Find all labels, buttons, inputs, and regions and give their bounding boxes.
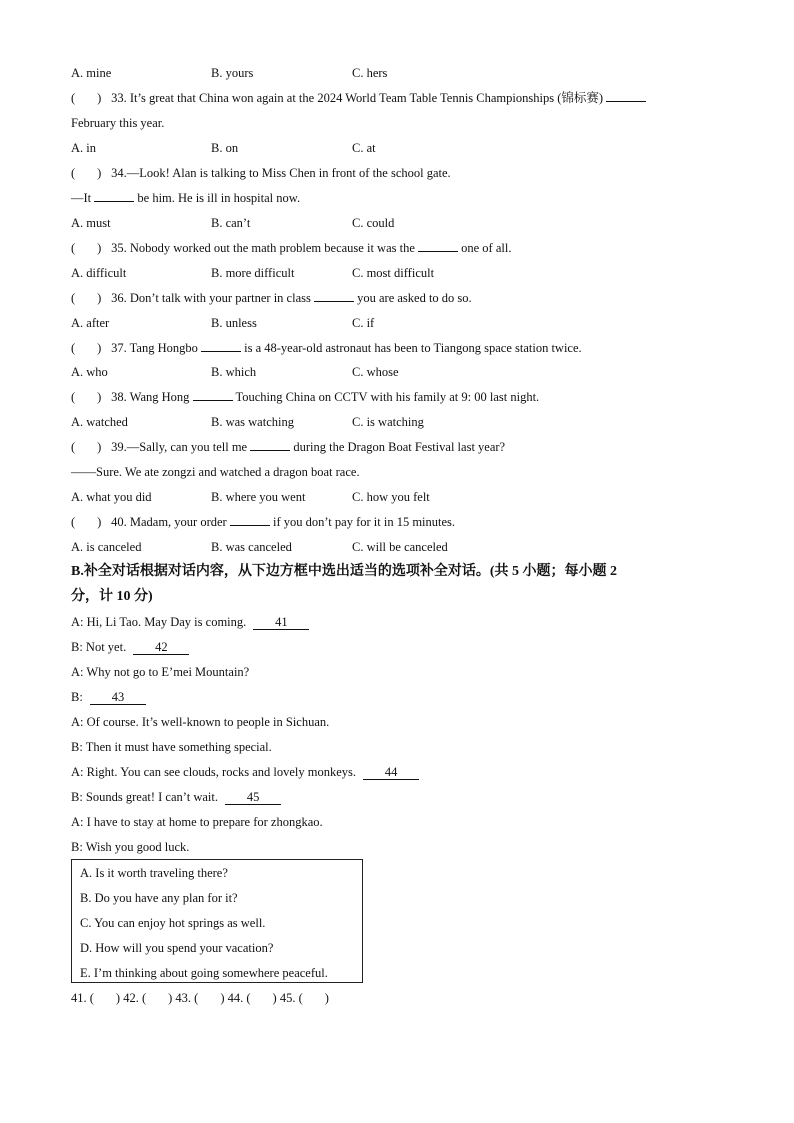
option-a: A. mine <box>71 66 112 80</box>
option-c: C. at <box>352 141 376 155</box>
dialogue-line-2: B: Not yet. 42 <box>71 639 189 655</box>
choice-e: E. I’m thinking about going somewhere peaceful. <box>80 966 328 980</box>
dialogue-line-10: B: Wish you good luck. <box>71 840 190 854</box>
option-b: B. yours <box>211 66 254 80</box>
dialogue-line-4: B: 43 <box>71 689 146 705</box>
option-a: A. after <box>71 316 110 330</box>
dialogue-line-1: A: Hi, Li Tao. May Day is coming. 41 <box>71 614 309 630</box>
option-c: C. how you felt <box>352 490 430 504</box>
question-39-continuation: ——Sure. We ate zongzi and watched a dragon boat race. <box>71 465 360 479</box>
answer-43-label: ) 43. ( <box>168 991 199 1005</box>
answer-blank[interactable] <box>201 351 241 352</box>
option-b: B. more difficult <box>211 266 295 280</box>
question-34-stem: ( ) 34.—Look! Alan is talking to Miss Chen in front of the school gate. <box>71 166 451 180</box>
choice-c: C. You can enjoy hot springs as well. <box>80 916 266 930</box>
question-35-stem: ( ) 35. Nobody worked out the math problem because it was the one of all. <box>71 241 512 255</box>
answer-45-label: ) 45. ( <box>272 991 303 1005</box>
question-38-stem: ( ) 38. Wang Hong Touching China on CCTV with his family at 9: 00 last night. <box>71 390 540 404</box>
question-37-stem: ( ) 37. Tang Hongbo is a 48-year-old astronaut has been to Tiangong space station twice. <box>71 341 582 355</box>
option-b: B. which <box>211 365 257 379</box>
dialogue-blank-42[interactable]: 42 <box>133 641 189 655</box>
option-b: B. where you went <box>211 490 306 504</box>
question-36-options <box>71 315 471 331</box>
option-b: B. on <box>211 141 239 155</box>
answer-44-label: ) 44. ( <box>220 991 251 1005</box>
option-b: B. can’t <box>211 216 251 230</box>
question-34-continuation: —It be him. He is ill in hospital now. <box>71 191 301 205</box>
question-34-options <box>71 215 471 231</box>
dialogue-line-6: B: Then it must have something special. <box>71 740 272 754</box>
answer-blank[interactable] <box>418 251 458 252</box>
choices-box <box>71 859 363 983</box>
section-b-title-continuation: 分，计 10 分) <box>71 589 153 604</box>
answer-blank[interactable] <box>193 400 233 401</box>
dialogue-blank-41[interactable]: 41 <box>253 616 309 630</box>
choice-d: D. How will you spend your vacation? <box>80 941 274 955</box>
answer-close-paren: ) <box>324 991 329 1005</box>
option-c: C. is watching <box>352 415 424 429</box>
dialogue-line-8: B: Sounds great! I can’t wait. 45 <box>71 789 281 805</box>
option-c: C. if <box>352 316 375 330</box>
answer-blank[interactable] <box>606 101 646 102</box>
answer-41-label: 41. ( <box>71 991 94 1005</box>
option-c: C. most difficult <box>352 266 435 280</box>
option-a: A. watched <box>71 415 128 429</box>
question-40-stem: ( ) 40. Madam, your order if you don’t pay for it in 15 minutes. <box>71 515 456 529</box>
question-39-options <box>71 489 471 505</box>
option-b: B. unless <box>211 316 257 330</box>
question-35-options <box>71 265 471 281</box>
question-33-stem: ( ) 33. It’s great that China won again at the 2024 World Team Table Tennis Championships (锦标赛) <box>71 90 646 106</box>
question-33-options <box>71 140 471 156</box>
option-a: A. who <box>71 365 108 379</box>
answer-42-label: ) 42. ( <box>115 991 147 1005</box>
dialogue-blank-44[interactable]: 44 <box>363 766 419 780</box>
answer-line <box>71 990 329 1006</box>
dialogue-blank-45[interactable]: 45 <box>225 791 281 805</box>
choice-a: A. Is it worth traveling there? <box>80 866 228 880</box>
option-a: A. what you did <box>71 490 152 504</box>
question-40-options <box>71 539 471 555</box>
option-c: C. will be canceled <box>352 540 448 554</box>
question-36-stem: ( ) 36. Don’t talk with your partner in class you are asked to do so. <box>71 291 472 305</box>
option-c: C. could <box>352 216 395 230</box>
dialogue-line-9: A: I have to stay at home to prepare for zhongkao. <box>71 815 323 829</box>
dialogue-line-7: A: Right. You can see clouds, rocks and lovely monkeys. 44 <box>71 764 419 780</box>
option-a: A. is canceled <box>71 540 142 554</box>
question-33-continuation: February this year. <box>71 116 165 130</box>
dialogue-line-3: A: Why not go to E’mei Mountain? <box>71 665 250 679</box>
question-38-options <box>71 414 471 430</box>
option-b: B. was canceled <box>211 540 292 554</box>
dialogue-blank-43[interactable]: 43 <box>90 691 146 705</box>
answer-blank[interactable] <box>250 450 290 451</box>
q32-options <box>71 65 471 81</box>
answer-blank[interactable] <box>314 301 354 302</box>
question-39-stem: ( ) 39.—Sally, can you tell me during the Dragon Boat Festival last year? <box>71 440 506 454</box>
option-b: B. was watching <box>211 415 294 429</box>
option-a: A. difficult <box>71 266 127 280</box>
choice-b: B. Do you have any plan for it? <box>80 891 238 905</box>
option-a: A. must <box>71 216 111 230</box>
answer-blank[interactable] <box>94 201 134 202</box>
section-b-title: B.补全对话根据对话内容，从下边方框中选出适当的选项补全对话。(共 5 小题；每小题 2 <box>71 564 617 579</box>
question-37-options <box>71 364 471 380</box>
option-c: C. whose <box>352 365 399 379</box>
answer-blank[interactable] <box>230 525 270 526</box>
dialogue-line-5: A: Of course. It’s well-known to people in Sichuan. <box>71 715 330 729</box>
option-a: A. in <box>71 141 96 155</box>
option-c: C. hers <box>352 66 388 80</box>
